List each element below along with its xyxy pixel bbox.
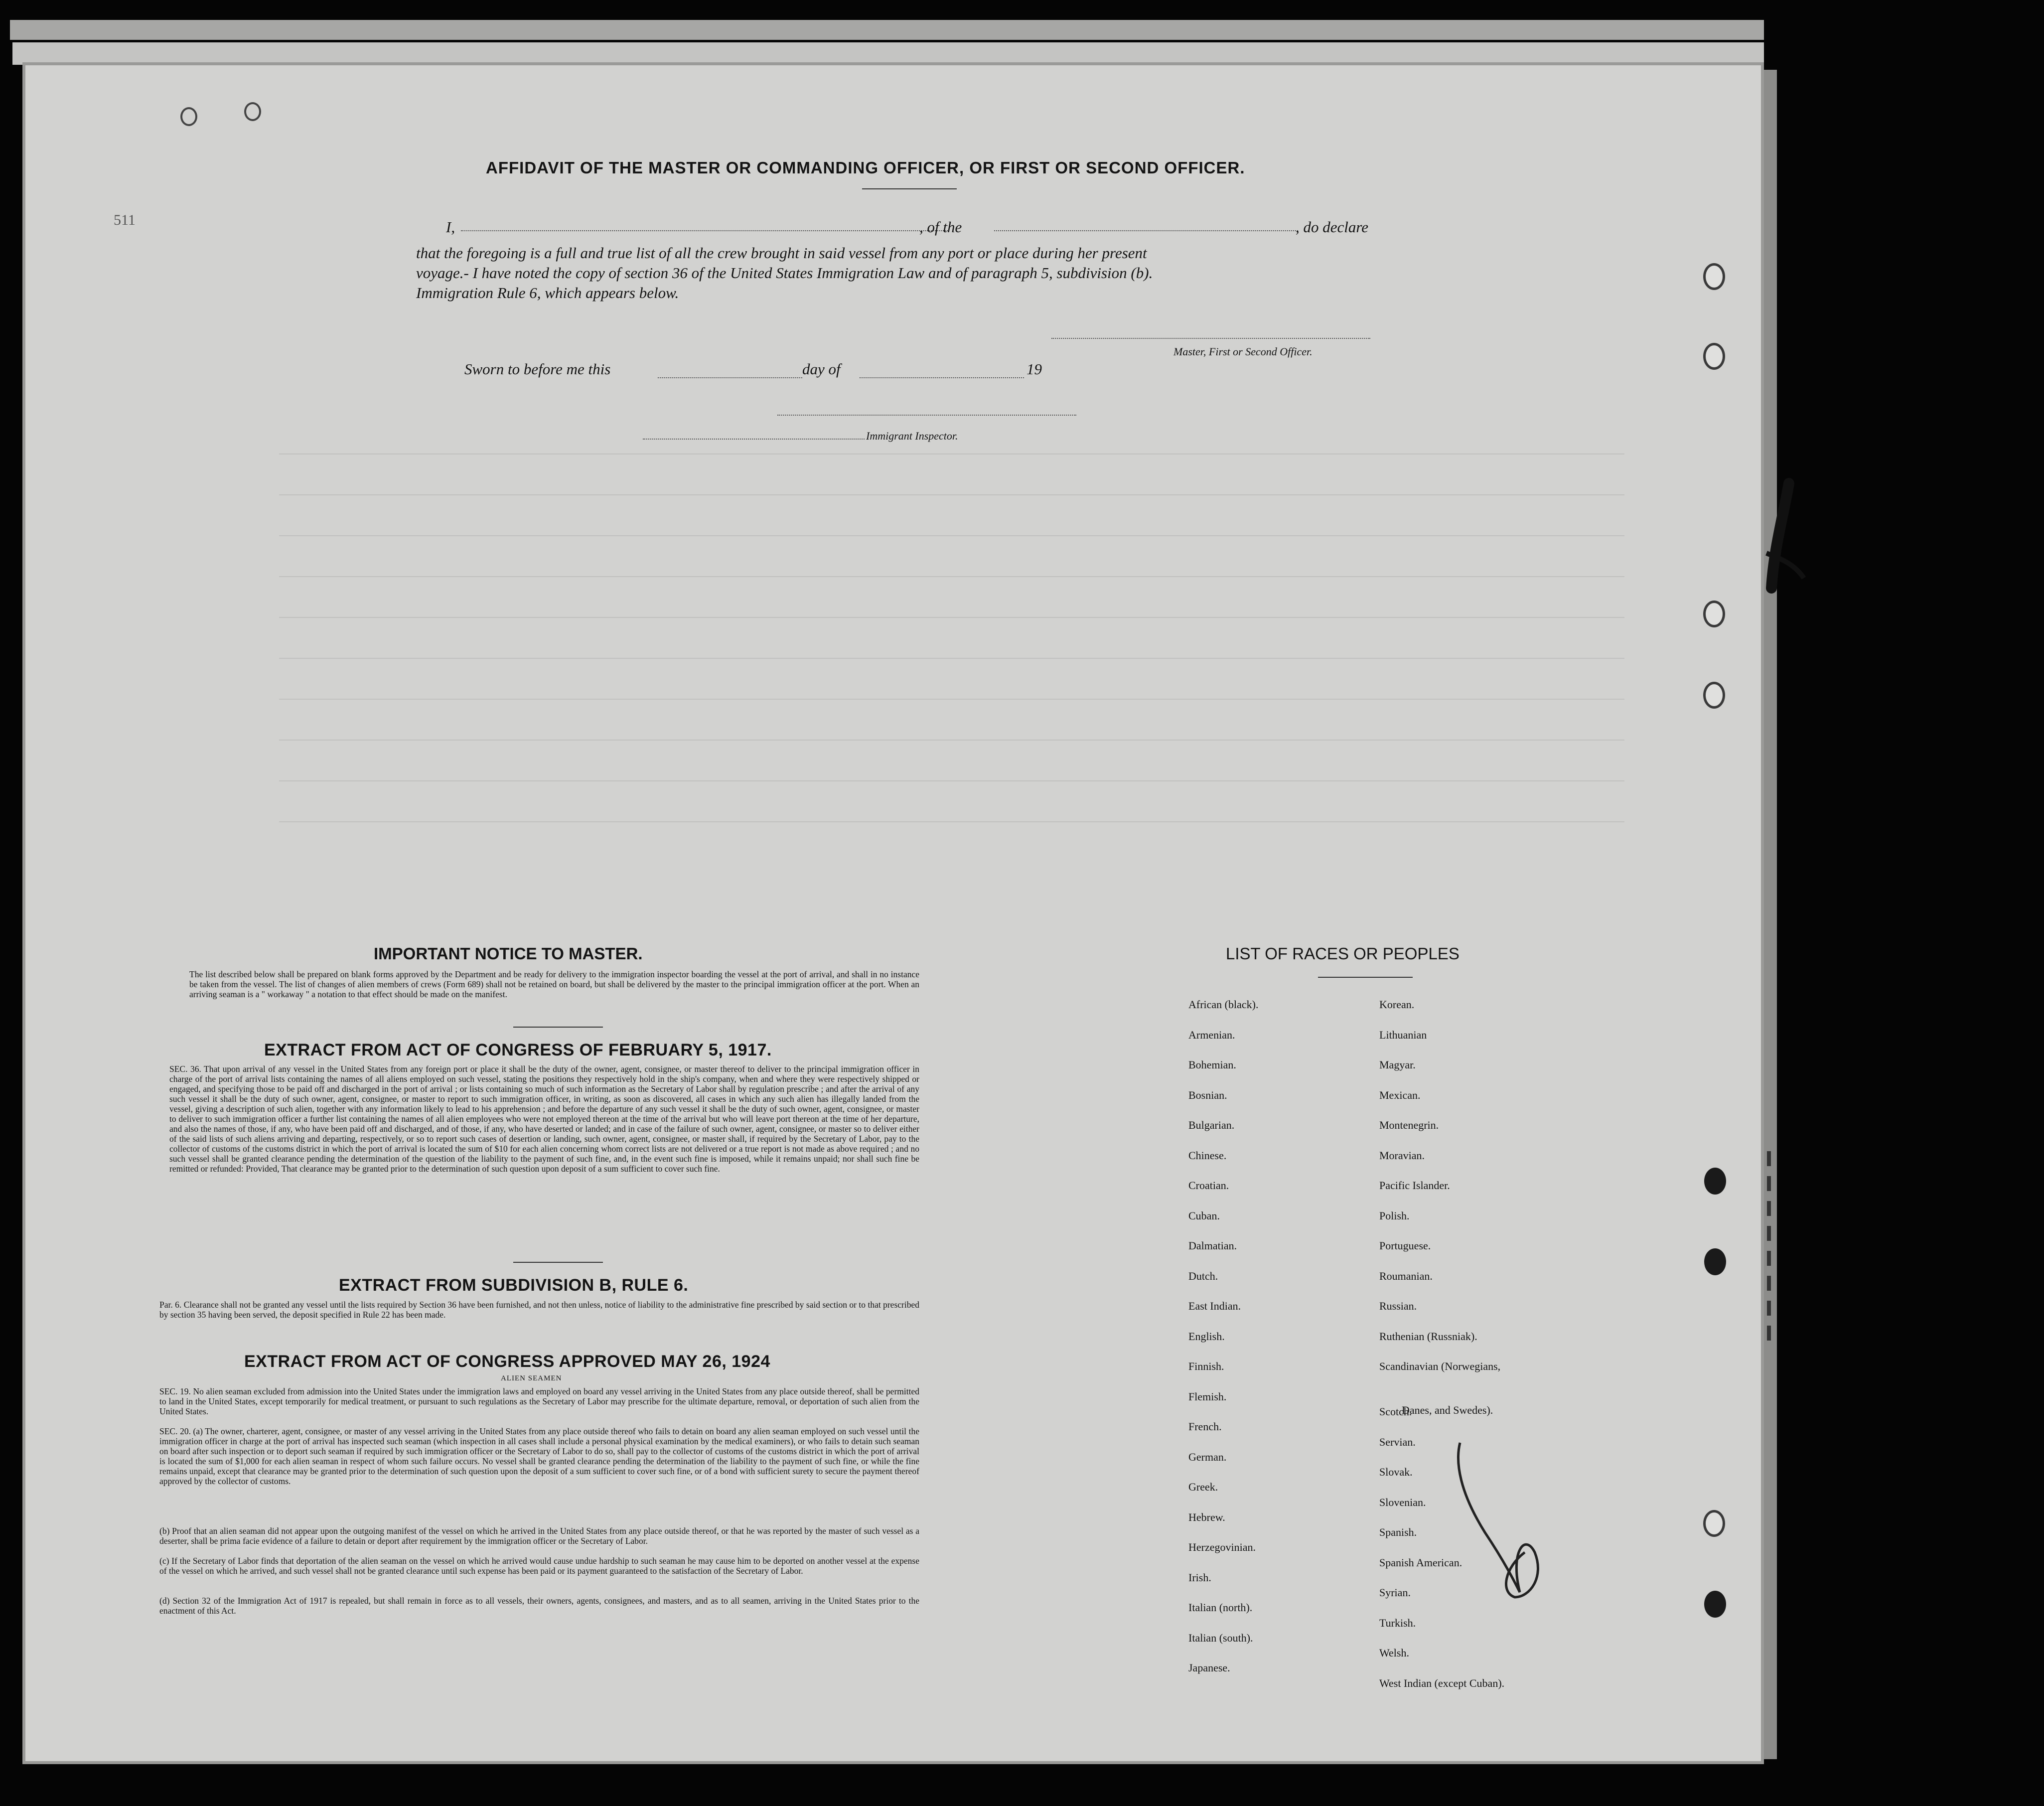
race-item: Welsh. [1379, 1647, 1409, 1659]
divider [862, 188, 957, 189]
affidavit-declare: , do declare [1296, 218, 1369, 236]
month-blank-line [860, 377, 1024, 378]
divider [513, 1027, 603, 1028]
inspector-caption: Immigrant Inspector. [866, 430, 958, 442]
race-item: Greek. [1188, 1481, 1218, 1493]
race-item: Slovak. [1379, 1466, 1413, 1478]
race-item: Russian. [1379, 1300, 1417, 1312]
race-item: Herzegovinian. [1188, 1541, 1256, 1553]
race-item: Dutch. [1188, 1269, 1218, 1282]
races-title: LIST OF RACES OR PEOPLES [1226, 944, 1460, 963]
race-item: Scandinavian (Norwegians, [1379, 1360, 1501, 1372]
race-item: Danes, and Swedes). [1402, 1403, 1493, 1416]
extract3-sec20b: (b) Proof that an alien seaman did not appear upon the outgoing manifest of the vessel on which he arrived in the United States from any place outside thereof, or that he was reported by the master of such vessel as a deserter, shall be prima facie evidence of a failure to detain or deport after requirement by the immigration officer or the Secretary of Labor. [159, 1526, 919, 1546]
race-item: French. [1188, 1420, 1222, 1433]
race-item: Italian (north). [1188, 1601, 1253, 1614]
race-item: Magyar. [1379, 1058, 1416, 1071]
race-item: Bosnian. [1188, 1088, 1227, 1101]
affidavit-line3: voyage.- I have noted the copy of section 36 of the United States Immigration Law and of paragraph 5, subdivision (b). [416, 264, 1153, 282]
race-item: Mexican. [1379, 1088, 1421, 1101]
punch-hole [1704, 1591, 1726, 1618]
punch-hole [1703, 682, 1725, 709]
margin-number: 511 [114, 212, 136, 228]
race-item: West Indian (except Cuban). [1379, 1676, 1505, 1689]
day-of-text: day of [802, 360, 841, 378]
race-item: Japanese. [1188, 1661, 1230, 1674]
extract1-title: EXTRACT FROM ACT OF CONGRESS OF FEBRUARY 5, 1917. [264, 1041, 772, 1059]
punch-hole [1704, 1248, 1726, 1275]
race-item: Servian. [1379, 1435, 1416, 1448]
extract3-subtitle: ALIEN SEAMEN [501, 1374, 562, 1382]
race-item: Turkish. [1379, 1616, 1416, 1629]
race-item: Flemish. [1188, 1390, 1227, 1403]
race-item: East Indian. [1188, 1300, 1241, 1312]
name-blank-line [461, 230, 949, 231]
race-item: Dalmatian. [1188, 1239, 1237, 1252]
signature-line [1051, 338, 1370, 339]
race-item: Spanish. [1379, 1526, 1417, 1538]
affidavit-i: I, [446, 218, 455, 236]
punch-hole-top-left [180, 107, 197, 126]
race-item: Roumanian. [1379, 1269, 1433, 1282]
extract3-title: EXTRACT FROM ACT OF CONGRESS APPROVED MAY 26, 1924 [244, 1352, 770, 1371]
race-item: Armenian. [1188, 1028, 1235, 1041]
race-item: Croatian. [1188, 1179, 1229, 1192]
race-item: Ruthenian (Russniak). [1379, 1330, 1477, 1343]
notice-title: IMPORTANT NOTICE TO MASTER. [374, 944, 643, 963]
extract3-sec20d: (d) Section 32 of the Immigration Act of 1917 is repealed, but shall remain in force as to all vessels, their owners, agents, consignees, and masters, and as to all seamen, arriving in the United States prior to the enactment of this Act. [159, 1596, 919, 1616]
affidavit-title: AFFIDAVIT OF THE MASTER OR COMMANDING OFFICER, OR FIRST OR SECOND OFFICER. [486, 158, 1245, 177]
punch-hole [1703, 343, 1725, 370]
page-edge [1764, 70, 1777, 1759]
affidavit-of-the: , of the [919, 218, 962, 236]
inspector-line [777, 415, 1076, 416]
vessel-blank-line [994, 230, 1298, 231]
margin-handwriting [1754, 1141, 1784, 1351]
race-item: Bulgarian. [1188, 1119, 1235, 1131]
race-item: Spanish American. [1379, 1556, 1462, 1569]
extract1-text: SEC. 36. That upon arrival of any vessel in the United States from any foreign port or place it shall be the duty of the owner, agent, consignee, or master thereof to deliver to the principal immigration officer in charge of the port of arrival lists containing the names of all aliens employed on such vessel, stating the positions they respectively hold in the ship's company, when and where they were respectively shipped or engaged, and specifying those to be paid off and discharged in the port of arrival ; or lists containing so much of such information as the Secretary of Labor shall by regulation prescribe ; and after the arrival of any such vessel it shall be the duty of such owner, agent, consignee, or master to report to such immigration officer, in writing, as soon as discovered, all cases in which any such alien has illegally landed from the vessel, giving a description of such alien, together with any information likely to lead to his apprehension ; and before the departure of any such vessel it shall be the duty of such owner, agent, consignee, or master to deliver to such immigration officer a further list containing the names of all alien employees who were not employed thereon at the time of the arrival but who will leave port thereon at the time of her departure, and also the names of those, if any, who have been paid off and discharged, and of those, if any, who have deserted or landed; and in case of the failure of such owner, agent, consignee, or master so to deliver either of the said lists of such aliens arriving and departing, respectively, or so to report such cases of desertion or landing, such owner, agent, consignee, or master shall, if required by the Secretary of Labor, pay to the collector of customs of the customs district in which the port of arrival is located the sum of $10 for each alien concerning whom correct lists are not delivered or a true report is not made as above required ; and no such vessel shall be granted clearance pending the determination of the question of the liability to the payment of such fine, and, in the event such fine is imposed, while it remains unpaid; nor shall such fine be remitted or refunded: Provided, That clearance may be granted prior to the determination of such question upon deposit of a sum sufficient to cover such fine. [169, 1064, 919, 1174]
race-item: Bohemian. [1188, 1058, 1236, 1071]
race-item: Cuban. [1188, 1209, 1220, 1222]
race-item: African (black). [1188, 998, 1259, 1011]
punch-hole [1703, 1510, 1725, 1537]
race-item: Chinese. [1188, 1149, 1227, 1162]
punch-hole [1703, 263, 1725, 290]
race-item: English. [1188, 1330, 1225, 1343]
punch-hole [1704, 1168, 1726, 1195]
extract3-sec20a: SEC. 20. (a) The owner, charterer, agent, consignee, or master of any vessel arriving in the United States from any place outside thereof who fails to detain on board any alien seaman employed on such vessel until the immigration officer in charge at the port of arrival has inspected such seaman (which inspection in all cases shall include a personal physical examination by the medical examiners), or who fails to detain such seaman on board after such inspection or to deport such seaman if required by such immigration officer or the Secretary of Labor to do so, shall pay to the collector of customs of the customs district in which the port of arrival is located the sum of $1,000 for each alien seaman in respect of whom such failure occurs. No vessel shall be granted clearance pending the determination of the liability to the payment of such fine, or while the fine remains unpaid, except that clearance may be granted prior to the determination of such question upon the deposit of a sum sufficient to cover such fine, or of a bond with sufficient surety to secure the payment thereof approved by the collector of customs. [159, 1426, 919, 1486]
extract3-sec20c: (c) If the Secretary of Labor finds that deportation of the alien seaman on the vessel on which he arrived would cause undue hardship to such seaman he may cause him to be deported on another vessel at the expense of the vessel on which he arrived, and such vessel shall not be granted clearance until such expense has been paid or its payment guaranteed to the satisfaction of the Secretary of Labor. [159, 1556, 919, 1576]
punch-hole-top-left-2 [244, 102, 261, 121]
race-item: Hebrew. [1188, 1510, 1225, 1523]
race-item: Syrian. [1379, 1586, 1411, 1599]
sworn-text: Sworn to before me this [464, 360, 611, 378]
race-item: Montenegrin. [1379, 1119, 1439, 1131]
notice-text: The list described below shall be prepared on blank forms approved by the Department and be ready for delivery to the immigration inspector boarding the vessel at the port of arrival, and shall in no instance be taken from the vessel. The list of changes of alien members of crews (Form 689) shall not be retained on board, but shall be delivered by the master to the principal immigration officer at the port. When an arriving seaman is a " workaway " a notation to that effect should be made on the manifest. [189, 969, 919, 999]
race-item: Slovenian. [1379, 1496, 1426, 1508]
handwritten-mark-1 [1759, 463, 1819, 613]
race-item: Lithuanian [1379, 1028, 1427, 1041]
day-blank-line [658, 377, 802, 378]
extract2-text: Par. 6. Clearance shall not be granted any vessel until the lists required by Section 36 have been furnished, and not then unless, notice of liability to the administrative fine prescribed by said section or to that prescribed by section 35 having been served, the deposit specified in Rule 22 has been made. [159, 1300, 919, 1320]
divider [513, 1262, 603, 1263]
handwritten-signature [1435, 1433, 1605, 1612]
year-text: 19 [1026, 360, 1042, 378]
affidavit-line2: that the foregoing is a full and true list of all the crew brought in said vessel from any port or place during her present [416, 244, 1147, 262]
race-item: Korean. [1379, 998, 1415, 1011]
divider [1318, 977, 1413, 978]
race-item: Finnish. [1188, 1360, 1224, 1372]
signature-caption: Master, First or Second Officer. [1173, 345, 1313, 358]
bleed-through [279, 434, 1624, 932]
punch-hole [1703, 601, 1725, 627]
extract2-title: EXTRACT FROM SUBDIVISION B, RULE 6. [339, 1276, 689, 1295]
race-item: Moravian. [1379, 1149, 1425, 1162]
affidavit-line4: Immigration Rule 6, which appears below. [416, 284, 679, 301]
race-item: Pacific Islander. [1379, 1179, 1450, 1192]
extract3-sec19: SEC. 19. No alien seaman excluded from admission into the United States under the immigration laws and employed on board any vessel arriving in the United States from any place outside thereof, shall be permitted to land in the United States, except temporarily for medical treatment, or pursuant to such regulations as the Secretary of Labor may prescribe for the ultimate departure, removal, or deportation of such alien from the United States. [159, 1386, 919, 1416]
race-item: Portuguese. [1379, 1239, 1431, 1252]
race-item: Scotch. [1379, 1405, 1412, 1418]
race-item: German. [1188, 1450, 1227, 1463]
race-item: Irish. [1188, 1571, 1211, 1584]
race-item: Italian (south). [1188, 1631, 1253, 1644]
race-item: Polish. [1379, 1209, 1410, 1222]
